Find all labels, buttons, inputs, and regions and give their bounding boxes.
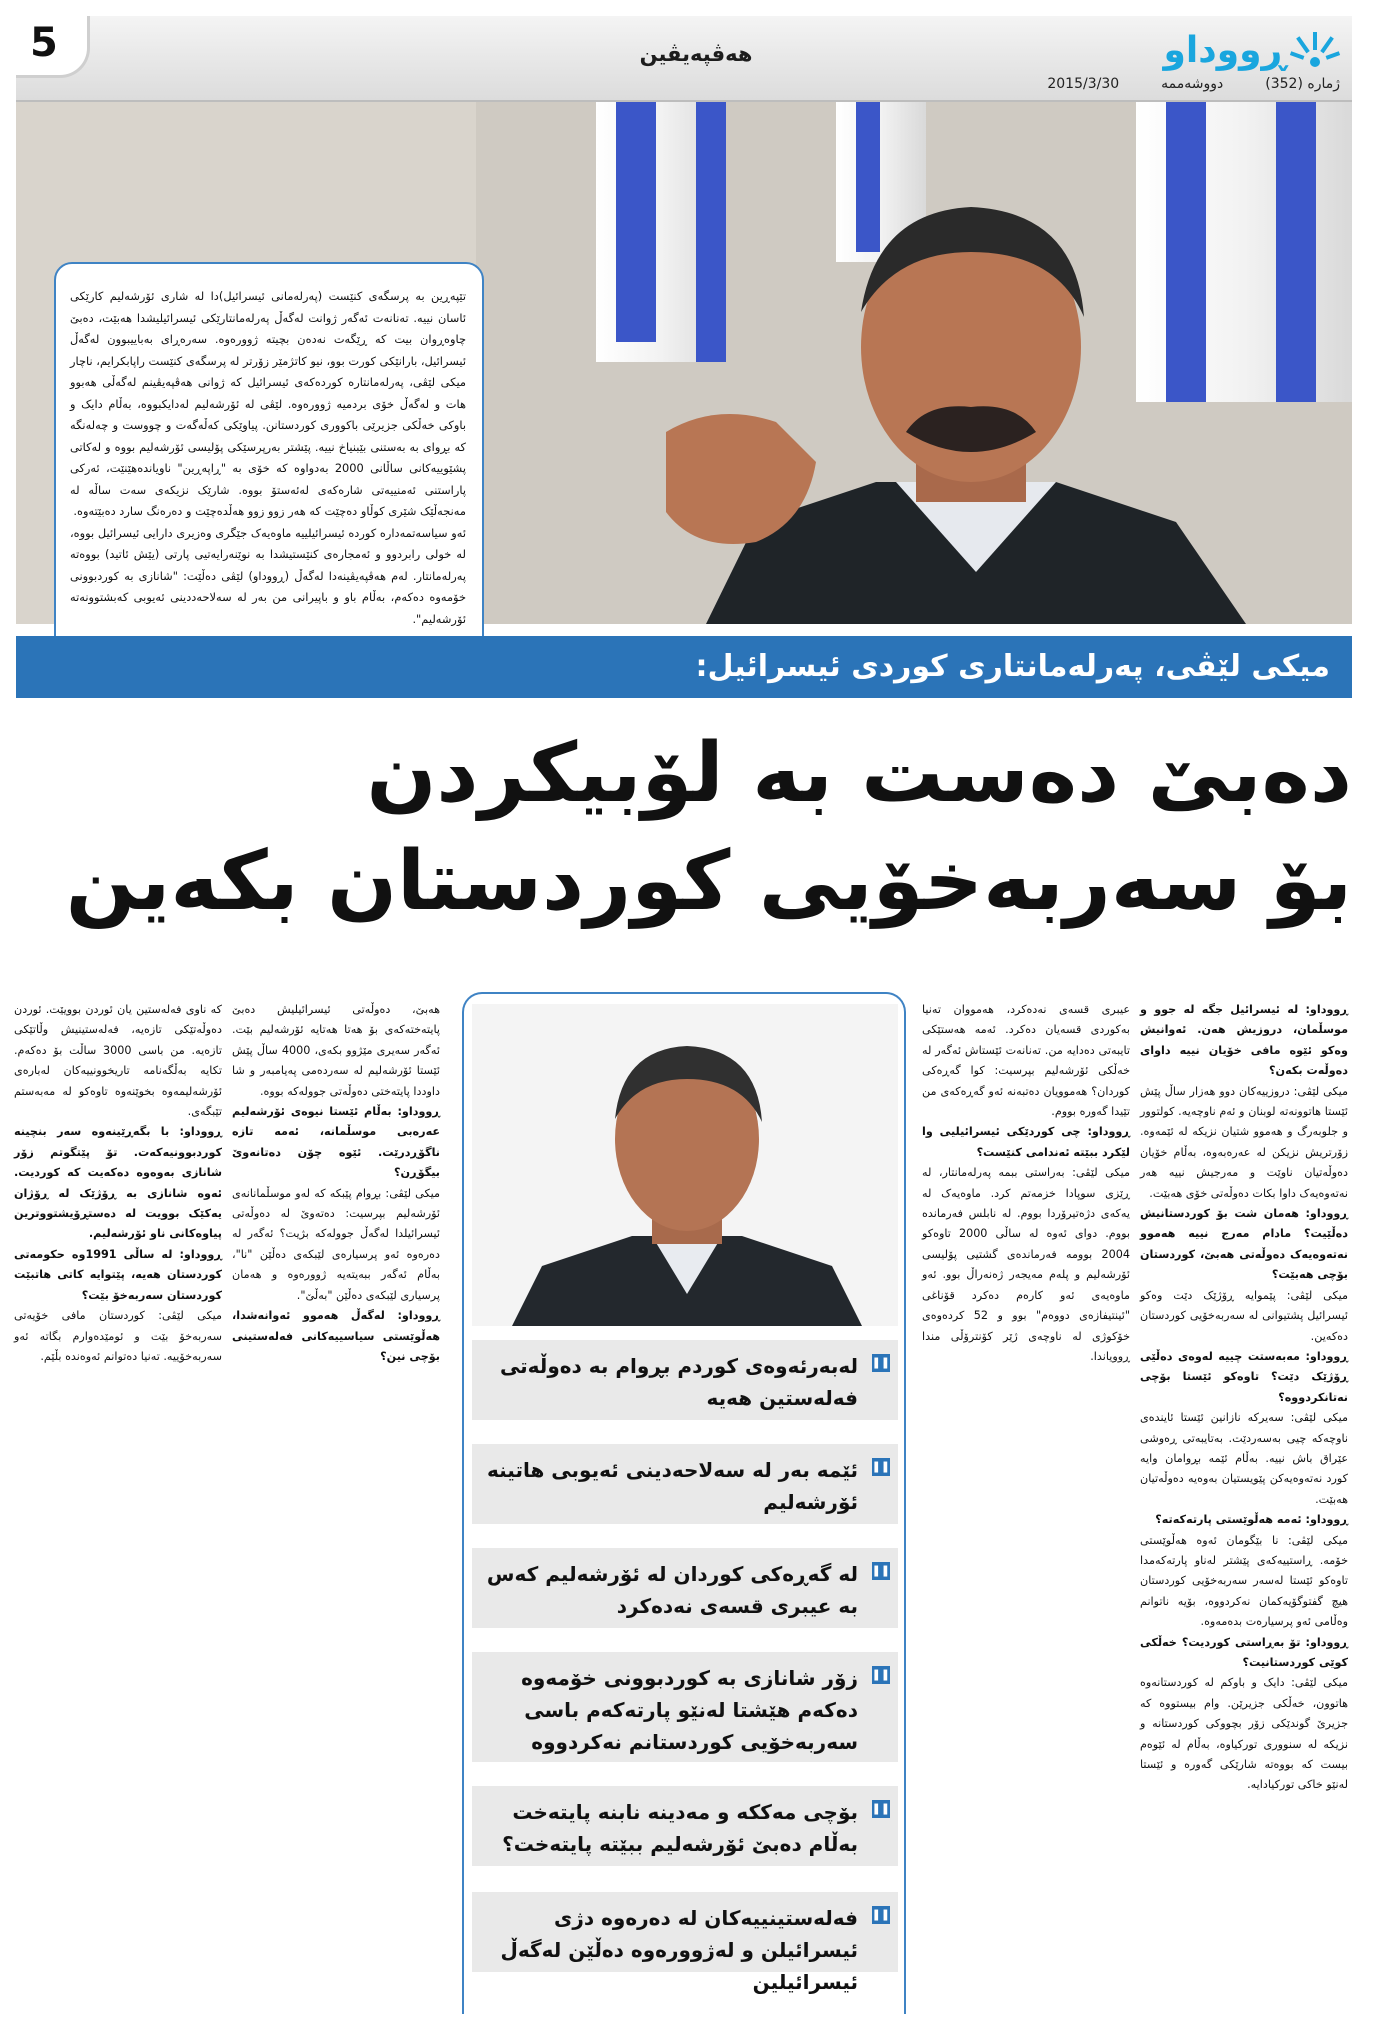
pull-quote: [472, 1444, 898, 1524]
issue-line: [920, 76, 1340, 92]
page-header: [16, 16, 1352, 102]
headline-line-2: بۆ سەربەخۆیی کوردستان بکەین: [65, 834, 1352, 929]
column-paragraph: عیبری قسەی نەدەکرد، هەمووان تەنیا بەکوردی قسەیان دەکرد. ئەمە هەستێکی تایبەتی دەدایە من. تەنانەت ئێستاش ئەگەر لە خەڵکی ئۆرشەلیم بپرسیت: کوا گەڕەکی کوردان؟ هەموویان دەتبەنە ئەو گەڕەکەی من تێیدا گەورە بووم.: [922, 1003, 1130, 1119]
pull-quote: [472, 1340, 898, 1420]
column-paragraph: میکی لێڤی: سەیرکە نازانین ئێستا ئایندەی ناوچەکە چیی بەسەردێت. بەتایبەتی ڕەوشی عێراق باش نییە. بەڵام ئێمە بڕوامان وایە کورد نەتەوەیەکن پێویستیان بەوەیە دەوڵەتیان هەبێت.: [1140, 1411, 1348, 1506]
quote-mark-icon: ❚❚: [872, 1800, 890, 1818]
pull-quote-text: ئێمە بەر لە سەلاحەدینی ئەیوبی هاتینە ئۆرشەلیم: [487, 1458, 858, 1514]
hero-photo: [16, 102, 1352, 624]
column-paragraph: ڕووداو: هەمان شت بۆ کوردستانیش دەڵێیت؟ مادام مەرج نییە هەموو نەتەوەیەک دەوڵەتی هەبێ، کوردستان بۆچی هەبێت؟: [1140, 1207, 1348, 1282]
column-paragraph: ڕووداو: با بگەڕێینەوە سەر بنچینە کوردبوونیەکەت. تۆ پێتگوتم زۆر شانازی بەوەوە دەکەیت کە کوردیت. ئەوە شانازی بە ڕۆژێک لە ڕۆژان یەکێک بوویت لە دەستڕۆیشتووترین پیاوەکانی ناو ئۆرشەلیم.: [14, 1125, 222, 1241]
quote-mark-icon: ❚❚: [872, 1354, 890, 1372]
pull-quote: [472, 1786, 898, 1866]
column-paragraph: میکی لێڤی: نا بێگومان ئەوە هەڵوێستی خۆمە. ڕاستییەکەی پێشتر لەناو پارتەکەمدا تاوەکو ئێستا لەسەر سەربەخۆیی کوردستان هیچ گفتوگۆیەکمان نەکردووە، بۆیە ناتوانم وەڵامی ئەو پرسیارەت بدەمەوە.: [1140, 1533, 1348, 1629]
pull-quote: [472, 1892, 898, 1994]
section-name: هەڤپەیڤین: [639, 42, 753, 66]
column-paragraph: ڕووداو: تۆ بەڕاستی کوردیت؟ خەڵکی کوێی کوردستانیت؟: [1140, 1635, 1348, 1669]
column-paragraph: میکی لێڤی: بەراستی ببمە پەرلەمانتار، لە ڕێزی سوپادا خزمەتم کرد. ماوەیەک لە یەکەی دژەتیرۆردا بووم. لە نابلس فەرماندە بووم. دوای ئەوە لە ساڵی 2000 تاوەکو 2004 بوومە فەرماندەی گشتیی پۆلیسی ئۆرشەلیم و پلەم مەیجەر ژەنەراڵ بوو. ئەو ماوەیەی ئەو کارەم دەکرد قۆناغی "ئینتیفازەی دووەم" بوو و 52 کردەوەی خۆکوژی لە ناوچەی ژێر کۆنترۆڵی مندا ڕوویاندا.: [922, 1166, 1131, 1363]
column-paragraph: میکی لێڤی: کوردستان مافی خۆیەتی سەربەخۆ بێت و ئومێدەوارم بگاتە ئەو سەربەخۆییە. تەنیا دەتوانم ئەوەندە بڵێم.: [14, 1309, 222, 1363]
pull-quote-box: [462, 992, 906, 2014]
page-number-tab: [16, 16, 90, 78]
column-paragraph: کە ناوی فەلەستین یان ئوردن بوویێت. ئوردن دەوڵەتێکی تازەیە، فەلەستینیش وڵاتێکی تازەیە. من باسی 3000 ساڵت بۆ دەکەم. تکایە بەڵگەنامە تاریخوونییەکان لەبارەی ئۆرشەلیمەوە بخوێنەوە تاوەکو لە مەبەستم تێبگەی.: [14, 1003, 223, 1119]
headline: [65, 720, 1352, 936]
page-number: 5: [30, 20, 58, 66]
logo-text: ڕووداو: [1163, 30, 1286, 71]
issue-weekday: دووشەممە: [1161, 76, 1224, 92]
column-paragraph: میکی لێڤی: دروزییەکان دوو هەزار ساڵ پێش ئێستا هاتوونەتە لوبنان و ئەم ناوچەیە. کولتوور و جلوبەرگ و هەموو شتیان نزیکە لە ئێمەوە. زۆرتریش نزیکن لە عەرەبەوە، بەڵام خۆیان دەوڵەتیان ناوێت و مەرجیش نییە هەر نەتەوەیەک داوا بکات دەوڵەتی خۆی هەبێت.: [1140, 1084, 1348, 1200]
headline-line-1: دەبێ دەست بە لۆبیکردن: [366, 726, 1352, 821]
quote-mark-icon: ❚❚: [872, 1562, 890, 1580]
center-portrait: [472, 1004, 898, 1326]
column-3: [232, 1000, 440, 2020]
issue-number: ژمارە (352): [1265, 76, 1340, 92]
rudaw-logo: [1156, 24, 1346, 74]
intro-box: [54, 262, 484, 660]
pull-quote: [472, 1652, 898, 1762]
column-4: [14, 1000, 222, 2020]
pull-quote-text: لە گەڕەکی کوردان لە ئۆرشەلیم کەس بە عیبری قسەی نەدەکرد: [486, 1562, 858, 1618]
pull-quote-text: زۆر شانازی بە کوردبوونی خۆمەوە دەکەم هێشتا لەنێو پارتەکەم باسی سەربەخۆیی کوردستانم نەکردووە: [521, 1666, 858, 1754]
column-paragraph: میکی لێڤی: دایک و باوکم لە کوردستانەوە هاتوون، خەڵکی جزیرێن. وام بیستووە کە جزیرێ گوندێکی زۆر بچووکی کوردستانە و نزیکە لە سنووری تورکیاوە، بەڵام لە ئێوەم بیست کە بووەتە شارێکی گەورە و ئێستا لەنێو خاکی تورکیادایە.: [1140, 1676, 1348, 1792]
column-paragraph: ڕووداو: لەگەڵ هەموو ئەوانەشدا، هەڵوێستی سیاسییەکانی فەلەستینی بۆچی نین؟: [232, 1309, 440, 1363]
kicker-bar: میکی لێڤی، پەرلەمانتاری کوردی ئیسرائیل:: [16, 636, 1352, 698]
pull-quote: [472, 1548, 898, 1628]
column-paragraph: ڕووداو: لە ساڵی 1991وە حکومەتی کوردستان هەیە، پێتوایە کاتی هاتبێت کوردستان سەربەخۆ بێت؟: [14, 1247, 222, 1302]
pull-quote-text: لەبەرئەوەی کوردم بڕوام بە دەوڵەتی فەلەستین هەیە: [499, 1354, 858, 1410]
pull-quote-text: بۆچی مەککە و مەدینە نابنە پایتەخت بەڵام دەبێ ئۆرشەلیم ببێتە پایتەخت؟: [502, 1800, 858, 1856]
column-paragraph: هەبێ، دەوڵەتی ئیسرائیلیش دەبێ پایتەختەکەی بۆ هەتا هەتایە ئۆرشەلیم بێت. ئەگەر سەیری مێژوو بکەی، 4000 ساڵ پێش ئێستا ئۆرشەلیم لە سەردەمی پەیامبەر و شا داوددا پایتەختی دەوڵەتی جوولەکە بووە.: [232, 1003, 440, 1098]
column-paragraph: ڕووداو: ئەمە هەڵوێستی پارتەکەتە؟: [1155, 1513, 1348, 1527]
column-paragraph: میکی لێڤی: پێموایە ڕۆژێک دێت وەکو ئیسرائیل پشتیوانی لە سەربەخۆیی کوردستان دەکەین.: [1140, 1288, 1348, 1343]
column-paragraph: ڕووداو: مەبەستت چییە لەوەی دەڵێی ڕۆژێک دێت؟ تاوەکو ئێستا بۆچی نەتانکردووە؟: [1140, 1349, 1348, 1404]
column-paragraph: ڕووداو: چی کوردێکی ئیسرائیلیی وا لێکرد ببێتە ئەندامی کنێست؟: [922, 1125, 1130, 1159]
issue-date: 2015/3/30: [1047, 76, 1120, 92]
column-paragraph: ڕووداو: بەڵام ئێستا نیوەی ئۆرشەلیم عەرەبی موسڵمانە، ئەمە تازە ناگۆڕدرێت. ئێوە چۆن دەتانەوێ بیگۆڕن؟: [232, 1105, 440, 1180]
column-1: [1140, 1000, 1348, 2020]
quote-mark-icon: ❚❚: [872, 1906, 890, 1924]
quote-mark-icon: ❚❚: [872, 1458, 890, 1476]
column-2: [922, 1000, 1130, 2020]
pull-quote-text: فەلەستینییەکان لە دەرەوە دژی ئیسرائیلن و لەژوورەوە دەڵێن لەگەڵ ئیسرائیلین: [500, 1906, 858, 1994]
intro-paragraph-1: تێپەڕین بە پرسگەی کنێست (پەرلەمانی ئیسرائیل)دا لە شاری ئۆرشەلیم کارێکی ئاسان نییە. تەنانەت ئەگەر ژوانت لەگەڵ پەرلەمانتارێکی ئیسرائیلیشدا هەبێت، دەبێ چاوەڕوان بیت کە ڕێگەت نەدەن بچیتە ژوورەوە. سەرەڕای بەباییبوون لەگەڵ ئیسرائیل، بارانێکی کورت بوو، نیو کاتژمێر زۆرتر لە پرسگەی کنێست راپابکرایم، ناچار میکی لێڤی، پەرلەمانتارە کوردەکەی ئیسرائیل کە ژوانی هەڤپەیڤینم لەگەڵی هەبوو هات و لەگەڵ خۆی بردمیە ژوورەوە. لێڤی لە ئۆرشەلیم لەدایکبووە، بەڵام دایک و باوکی خەڵکی جزیرێی باکووری کوردستانن. پیاوێکی کەڵەگەت و چووست و چەلەنگە کە بڕوای بە بەستنی بێبنیاخ نییە. پێشتر بەرپرسێکی پۆلیسی ئۆرشەلیم بووە و لەکاتی پشێوییەکانی ساڵانی 2000 بەدواوە کە خۆی بە "ڕاپەڕین" ناویاندەهێنێت، ئەرکی پاراستنی ئەمنییەتی شارەکەی لەئەستۆ بووە. شارێک نزیکەی سەت ساڵە لە مەنجەڵێک شێری کوڵاو دەچێت کە هەر زوو زوو هەڵدەچێت و دەرەنگ سارد دەبێتەوە.: [70, 289, 466, 518]
quote-mark-icon: ❚❚: [872, 1666, 890, 1684]
intro-paragraph-2: ئەو سیاسەتمەدارە کوردە ئیسرائیلییە ماوەیەک جێگری وەزیری دارایی ئیسرائیل بووە، لە خولی رابردوو و ئەمجارەی کنێستیشدا بە نوێنەرایەتیی پارتی (یێش ئاتید) بووەتە پەرلەمانتار. لەم هەڤپەیڤینەدا لەگەڵ (ڕووداو) لێڤی دەڵێت: "شانازی بە کوردبوونی خۆمەوە دەکەم، بەڵام باو و باپیرانی من بەر لە سەلاحەددینی ئەیوبی کەبشتوونەتە ئۆرشەلیم".: [70, 525, 466, 626]
column-paragraph: میکی لێڤی: بڕوام پێبکە کە لەو موسڵمانانەی ئۆرشەلیم بپرسیت: دەتەوێ لە دەوڵەتی ئیسرائیلدا لەگەڵ جوولەکە بژیت؟ ئەگەر لە دەرەوە ئەو پرسیارەی لێبکەی دەڵێن "نا"، بەڵام ئەگەر ببەیتەیە ژوورەوە و هەمان پرسیاری لێبکەی دەڵێن "بەڵێ".: [232, 1186, 440, 1302]
logo-rays-icon: [1292, 28, 1338, 74]
column-paragraph: ڕووداو: لە ئیسرائیل جگە لە جوو و موسڵمان، دروزیش هەن. ئەوانیش وەکو ئێوە مافی خۆیان نییە داوای دەوڵەت بکەن؟: [1140, 1003, 1348, 1078]
center-portrait-illustration: [472, 1004, 898, 1326]
